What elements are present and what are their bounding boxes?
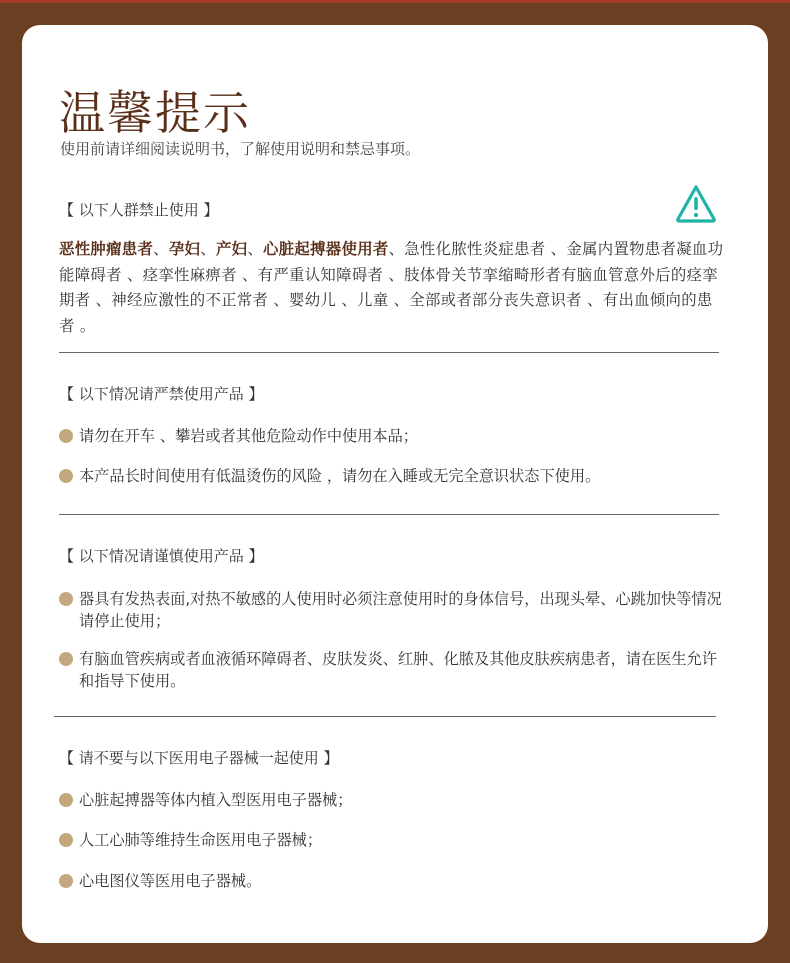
bold-item-pregnant: 孕妇 (168, 240, 201, 258)
page-subtitle: 使用前请详细阅读说明书，了解使用说明和禁忌事项。 (60, 140, 421, 158)
bullet-dot-icon (59, 652, 73, 666)
list-item (59, 829, 729, 851)
list-item (59, 789, 729, 811)
list-item-text: 人工心肺等维持生命医用电子器械； (79, 831, 322, 849)
bullet-dot-icon (59, 469, 73, 483)
list-item (59, 588, 729, 632)
list-item (59, 648, 729, 692)
bold-item-cancer: 恶性肿瘤患者 (59, 240, 154, 258)
section-divider (59, 352, 719, 353)
list-item-text: 请勿在开车 、攀岩或者其他危险动作中使用本品； (79, 427, 418, 445)
list-item (59, 425, 729, 447)
list-item-text: 器具有发热表面,对热不敏感的人使用时必须注意使用时的身体信号，出现头晕、心跳加快等情况请停止使用； (79, 590, 722, 630)
section-heading-prohibited-people: 【 以下人群禁止使用 】 (59, 201, 219, 219)
separator: 、 (153, 240, 169, 258)
list-item-text: 心电图仪等医用电子器械。 (79, 872, 262, 890)
list-item (59, 870, 729, 892)
bullet-dot-icon (59, 592, 73, 606)
bold-item-postpartum: 产妇 (215, 240, 248, 258)
bullet-dot-icon (59, 429, 73, 443)
bullet-dot-icon (59, 793, 73, 807)
section-heading-strictly-prohibited: 【 以下情况请严禁使用产品 】 (59, 385, 264, 403)
page-title: 温馨提示 (59, 86, 251, 140)
list-item-text: 心脏起搏器等体内植入型医用电子器械； (79, 791, 353, 809)
prohibited-people-text (59, 237, 727, 339)
section-divider (54, 716, 716, 717)
separator: 、 (247, 240, 264, 258)
bullet-dot-icon (59, 833, 73, 847)
section-heading-devices: 【 请不要与以下医用电子器械一起使用 】 (59, 749, 339, 767)
bullet-dot-icon (59, 874, 73, 888)
separator: 、 (200, 240, 216, 258)
section-heading-caution: 【 以下情况请谨慎使用产品 】 (59, 547, 264, 565)
bold-item-pacemaker: 心脏起搏器使用者 (263, 240, 389, 258)
list-item-text: 有脑血管疾病或者血液循环障碍者、皮肤发炎、红肿、化脓及其他皮肤疾病患者，请在医生允许和指导下使用。 (79, 650, 717, 690)
warning-triangle-icon (674, 183, 718, 225)
list-item (59, 465, 729, 487)
notice-card (22, 25, 768, 943)
list-item-text: 本产品长时间使用有低温烫伤的风险 ，请勿在入睡或无完全意识状态下使用。 (79, 467, 601, 485)
top-accent-line (0, 0, 790, 3)
prohibited-people-rest: 、急性化脓性炎症患者 、金属内置物患者凝血功能障碍者 、痉挛性麻痹者 、有严重认知障碍者 、肢体骨关节挛缩畸形者有脑血管意外后的痉挛期者 、神经应激性的不正常者 、婴幼儿 、儿童 、全部或者部分丧失意识者 、有出血倾向的患者 。 (59, 240, 724, 335)
section-divider (59, 514, 719, 515)
